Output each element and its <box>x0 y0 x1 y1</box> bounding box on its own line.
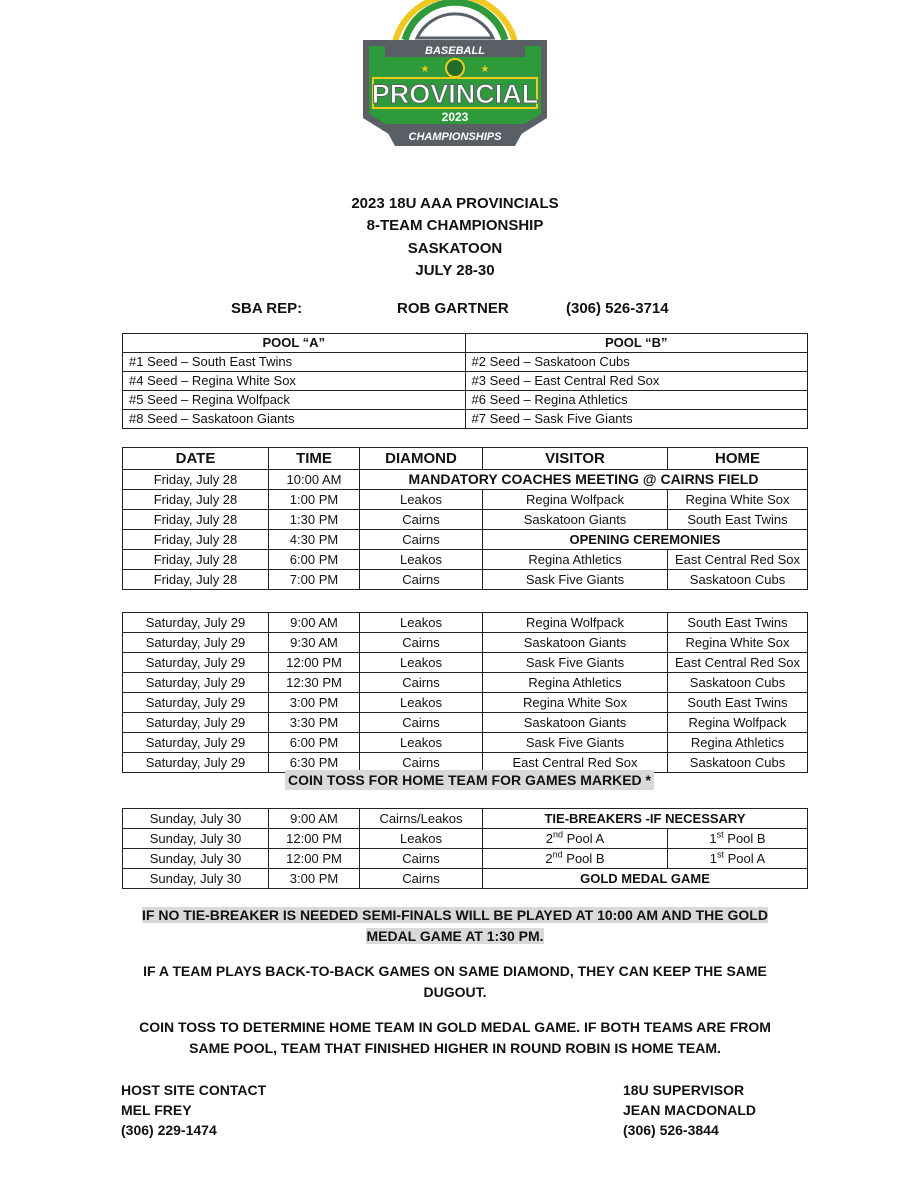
game-diamond: Cairns <box>360 633 483 653</box>
game-date: Friday, July 28 <box>123 530 269 550</box>
sunday-schedule-table <box>122 808 808 889</box>
game-home: South East Twins <box>668 613 808 633</box>
schedule-row <box>123 673 808 693</box>
rep-name: ROB GARTNER <box>397 300 509 317</box>
game-home: East Central Red Sox <box>668 550 808 570</box>
supervisor-phone: (306) 526-3844 <box>623 1122 719 1138</box>
supervisor-contact <box>623 1080 756 1140</box>
schedule-row <box>123 550 808 570</box>
game-diamond: Leakos <box>360 653 483 673</box>
gold-medal-game-note: GOLD MEDAL GAME <box>483 869 808 889</box>
game-time: 12:30 PM <box>269 673 360 693</box>
svg-text:★: ★ <box>480 64 490 75</box>
svg-text:★: ★ <box>420 64 430 75</box>
rep-label: SBA REP: <box>231 300 303 317</box>
game-date: Sunday, July 30 <box>123 809 269 829</box>
game-date: Saturday, July 29 <box>123 713 269 733</box>
game-time: 4:30 PM <box>269 530 360 550</box>
game-time: 6:30 PM <box>269 753 360 773</box>
game-diamond: Leakos <box>360 733 483 753</box>
game-home: Saskatoon Cubs <box>668 753 808 773</box>
game-home: 1st Pool A <box>668 849 808 869</box>
pool-b-seed: #2 Seed – Saskatoon Cubs <box>465 353 808 372</box>
game-date: Friday, July 28 <box>123 510 269 530</box>
saturday-schedule-table <box>122 612 808 773</box>
host-name: MEL FREY <box>121 1102 192 1118</box>
pool-a-seed: #4 Seed – Regina White Sox <box>123 372 466 391</box>
game-visitor: Saskatoon Giants <box>483 633 668 653</box>
dugout-notice: IF A TEAM PLAYS BACK-TO-BACK GAMES ON SAME DIAMOND, THEY CAN KEEP THE SAME DUGOUT. <box>143 963 767 1000</box>
title-dates: JULY 28-30 <box>415 262 495 279</box>
game-date: Saturday, July 29 <box>123 753 269 773</box>
game-visitor: East Central Red Sox <box>483 753 668 773</box>
game-time: 3:30 PM <box>269 713 360 733</box>
tie-breakers-note: TIE-BREAKERS -IF NECESSARY <box>483 809 808 829</box>
opening-ceremonies-note: OPENING CEREMONIES <box>483 530 808 550</box>
logo-main-text: PROVINCIAL <box>371 79 539 109</box>
schedule-row <box>123 713 808 733</box>
game-home: Regina Athletics <box>668 733 808 753</box>
pool-row <box>123 372 808 391</box>
game-visitor: 2nd Pool A <box>483 829 668 849</box>
game-home: East Central Red Sox <box>668 653 808 673</box>
tiebreaker-notice: IF NO TIE-BREAKER IS NEEDED SEMI-FINALS WILL BE PLAYED AT 10:00 AM AND THE GOLD MEDAL GAME AT 1:30 PM. <box>142 907 768 944</box>
game-home: Saskatoon Cubs <box>668 570 808 590</box>
schedule-row <box>123 633 808 653</box>
game-diamond: Cairns <box>360 510 483 530</box>
game-diamond: Cairns/Leakos <box>360 809 483 829</box>
host-site-contact <box>121 1080 266 1140</box>
col-visitor-header: VISITOR <box>483 448 668 470</box>
game-diamond: Cairns <box>360 530 483 550</box>
pool-a-seed: #1 Seed – South East Twins <box>123 353 466 372</box>
host-phone: (306) 229-1474 <box>121 1122 217 1138</box>
schedule-row <box>123 829 808 849</box>
game-date: Friday, July 28 <box>123 470 269 490</box>
game-time: 3:00 PM <box>269 869 360 889</box>
game-visitor: Regina White Sox <box>483 693 668 713</box>
game-date: Saturday, July 29 <box>123 733 269 753</box>
game-time: 12:00 PM <box>269 849 360 869</box>
schedule-row <box>123 530 808 550</box>
title-line-2: 8-TEAM CHAMPIONSHIP <box>366 217 544 234</box>
game-diamond: Leakos <box>360 829 483 849</box>
game-time: 12:00 PM <box>269 829 360 849</box>
game-visitor: Regina Wolfpack <box>483 490 668 510</box>
title-location: SASKATOON <box>407 240 503 257</box>
game-date: Saturday, July 29 <box>123 673 269 693</box>
coin-toss-marked-note: COIN TOSS FOR HOME TEAM FOR GAMES MARKED * <box>285 770 654 790</box>
schedule-row <box>123 510 808 530</box>
col-home-header: HOME <box>668 448 808 470</box>
game-visitor: Sask Five Giants <box>483 653 668 673</box>
pool-row <box>123 410 808 429</box>
gold-medal-coin-toss-notice: COIN TOSS TO DETERMINE HOME TEAM IN GOLD MEDAL GAME. IF BOTH TEAMS ARE FROM SAME POOL, TEAM THAT FINISHED HIGHER IN ROUND ROBIN IS HOME TEAM. <box>139 1019 771 1056</box>
provincial-championships-logo <box>355 0 555 160</box>
game-date: Saturday, July 29 <box>123 693 269 713</box>
coaches-meeting-note: MANDATORY COACHES MEETING @ CAIRNS FIELD <box>360 470 808 490</box>
game-date: Sunday, July 30 <box>123 829 269 849</box>
game-date: Sunday, July 30 <box>123 869 269 889</box>
game-date: Friday, July 28 <box>123 570 269 590</box>
game-home: South East Twins <box>668 510 808 530</box>
schedule-row <box>123 733 808 753</box>
logo-bottom-text: CHAMPIONSHIPS <box>408 131 502 143</box>
game-home: Saskatoon Cubs <box>668 673 808 693</box>
game-time: 9:00 AM <box>269 613 360 633</box>
game-diamond: Cairns <box>360 753 483 773</box>
pool-a-seed: #5 Seed – Regina Wolfpack <box>123 391 466 410</box>
pool-b-seed: #6 Seed – Regina Athletics <box>465 391 808 410</box>
game-visitor: Regina Athletics <box>483 550 668 570</box>
game-diamond: Cairns <box>360 673 483 693</box>
schedule-row <box>123 869 808 889</box>
game-time: 9:30 AM <box>269 633 360 653</box>
pool-b-seed: #7 Seed – Sask Five Giants <box>465 410 808 429</box>
game-date: Saturday, July 29 <box>123 613 269 633</box>
game-diamond: Leakos <box>360 550 483 570</box>
game-date: Saturday, July 29 <box>123 653 269 673</box>
pool-a-seed: #8 Seed – Saskatoon Giants <box>123 410 466 429</box>
col-time-header: TIME <box>269 448 360 470</box>
game-date: Friday, July 28 <box>123 490 269 510</box>
game-home: Regina White Sox <box>668 633 808 653</box>
game-visitor: Sask Five Giants <box>483 733 668 753</box>
game-visitor: Saskatoon Giants <box>483 510 668 530</box>
game-diamond: Cairns <box>360 849 483 869</box>
supervisor-name: JEAN MACDONALD <box>623 1102 756 1118</box>
game-diamond: Cairns <box>360 869 483 889</box>
schedule-row <box>123 490 808 510</box>
friday-schedule-table <box>122 447 808 590</box>
game-time: 9:00 AM <box>269 809 360 829</box>
game-time: 6:00 PM <box>269 550 360 570</box>
pool-row <box>123 353 808 372</box>
schedule-row <box>123 693 808 713</box>
pools-table <box>122 333 808 429</box>
schedule-row <box>123 809 808 829</box>
game-diamond: Leakos <box>360 693 483 713</box>
game-visitor: 2nd Pool B <box>483 849 668 869</box>
pool-b-header: POOL “B” <box>465 334 808 353</box>
game-time: 1:30 PM <box>269 510 360 530</box>
col-diamond-header: DIAMOND <box>360 448 483 470</box>
game-time: 10:00 AM <box>269 470 360 490</box>
supervisor-title: 18U SUPERVISOR <box>623 1082 745 1098</box>
game-home: Regina Wolfpack <box>668 713 808 733</box>
schedule-row <box>123 849 808 869</box>
game-date: Friday, July 28 <box>123 550 269 570</box>
game-time: 1:00 PM <box>269 490 360 510</box>
game-diamond: Cairns <box>360 713 483 733</box>
schedule-row <box>123 570 808 590</box>
game-time: 6:00 PM <box>269 733 360 753</box>
game-diamond: Leakos <box>360 490 483 510</box>
game-time: 12:00 PM <box>269 653 360 673</box>
game-time: 7:00 PM <box>269 570 360 590</box>
game-home: 1st Pool B <box>668 829 808 849</box>
pool-b-seed: #3 Seed – East Central Red Sox <box>465 372 808 391</box>
logo-top-text: BASEBALL <box>425 45 485 57</box>
game-time: 3:00 PM <box>269 693 360 713</box>
game-home: South East Twins <box>668 693 808 713</box>
game-date: Sunday, July 30 <box>123 849 269 869</box>
logo-year: 2023 <box>441 110 469 124</box>
pool-row <box>123 391 808 410</box>
game-visitor: Regina Athletics <box>483 673 668 693</box>
schedule-row <box>123 653 808 673</box>
game-visitor: Saskatoon Giants <box>483 713 668 733</box>
title-line-1: 2023 18U AAA PROVINCIALS <box>351 195 559 212</box>
host-title: HOST SITE CONTACT <box>121 1082 267 1098</box>
game-diamond: Cairns <box>360 570 483 590</box>
game-home: Regina White Sox <box>668 490 808 510</box>
schedule-row <box>123 470 808 490</box>
rep-phone: (306) 526-3714 <box>566 300 669 317</box>
game-diamond: Leakos <box>360 613 483 633</box>
game-date: Saturday, July 29 <box>123 633 269 653</box>
col-date-header: DATE <box>123 448 269 470</box>
schedule-row <box>123 613 808 633</box>
pool-a-header: POOL “A” <box>123 334 466 353</box>
game-visitor: Regina Wolfpack <box>483 613 668 633</box>
game-visitor: Sask Five Giants <box>483 570 668 590</box>
